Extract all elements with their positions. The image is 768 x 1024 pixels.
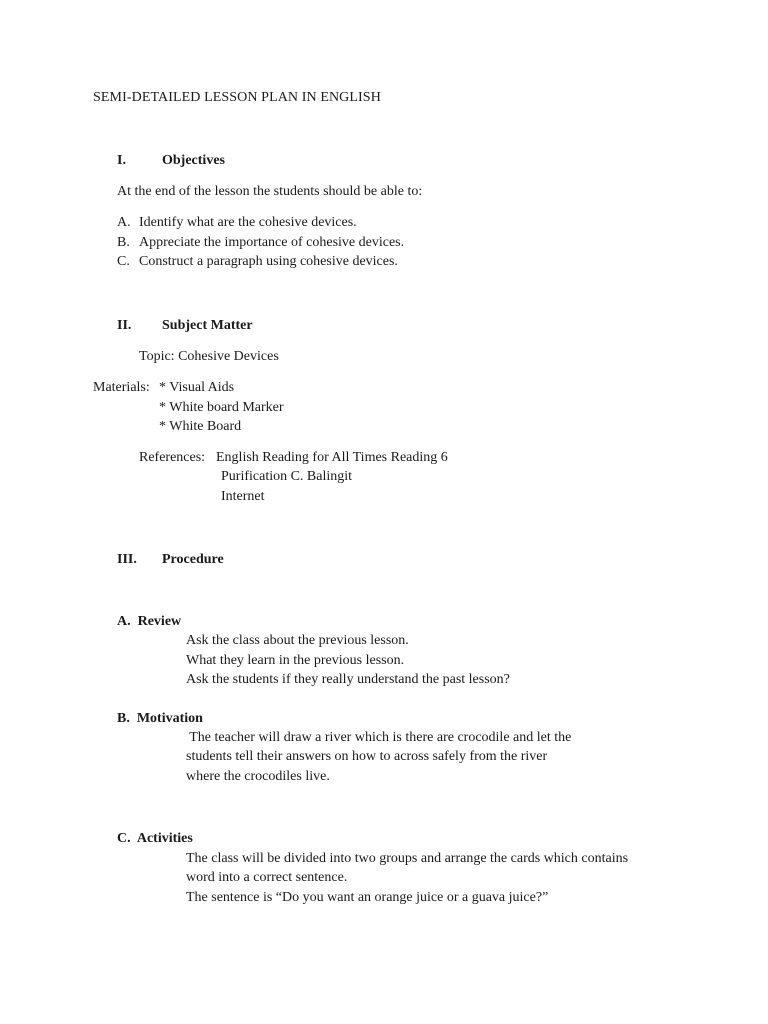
reference-item-3: Internet: [221, 489, 265, 504]
activities-heading: C. Activities: [117, 831, 193, 846]
activities-line-1: The class will be divided into two groups and arrange the cards which contains: [186, 851, 629, 866]
material-item-2: * White board Marker: [159, 400, 284, 415]
activities-line-2: word into a correct sentence.: [186, 870, 348, 885]
motivation-heading: B. Motivation: [117, 711, 203, 726]
subject-matter-numeral: II.: [117, 318, 132, 333]
review-heading: A. Review: [117, 614, 182, 629]
procedure-numeral: III.: [117, 552, 137, 567]
reference-item-2: Purification C. Balingit: [221, 469, 353, 484]
objectives-numeral: I.: [117, 153, 126, 168]
review-line-3: Ask the students if they really understand the past lesson?: [186, 672, 510, 687]
activities-line-3: The sentence is “Do you want an orange juice or a guava juice?”: [186, 890, 549, 905]
review-line-2: What they learn in the previous lesson.: [186, 653, 405, 668]
objective-item-b: Appreciate the importance of cohesive devices.: [139, 235, 405, 250]
material-item-3: * White Board: [159, 419, 242, 434]
objectives-intro: At the end of the lesson the students should be able to:: [117, 184, 423, 199]
material-item-1: * Visual Aids: [159, 380, 235, 395]
objective-item-a: Identify what are the cohesive devices.: [139, 215, 357, 230]
objective-letter-c: C.: [117, 254, 130, 269]
topic-line: Topic: Cohesive Devices: [139, 349, 279, 364]
objective-letter-a: A.: [117, 215, 131, 230]
objective-item-c: Construct a paragraph using cohesive devices.: [139, 254, 398, 269]
procedure-heading: Procedure: [162, 552, 224, 567]
review-line-1: Ask the class about the previous lesson.: [186, 633, 409, 648]
objective-letter-b: B.: [117, 235, 130, 250]
materials-label: Materials:: [93, 380, 150, 395]
references-label: References:: [139, 450, 206, 465]
motivation-line-1: The teacher will draw a river which is there are crocodile and let the: [186, 730, 572, 745]
document-title: SEMI-DETAILED LESSON PLAN IN ENGLISH: [93, 90, 381, 105]
motivation-line-2: students tell their answers on how to across safely from the river: [186, 749, 548, 764]
subject-matter-heading: Subject Matter: [162, 318, 253, 333]
objectives-heading: Objectives: [162, 153, 225, 168]
motivation-line-3: where the crocodiles live.: [186, 769, 330, 784]
reference-item-1: English Reading for All Times Reading 6: [216, 450, 448, 465]
